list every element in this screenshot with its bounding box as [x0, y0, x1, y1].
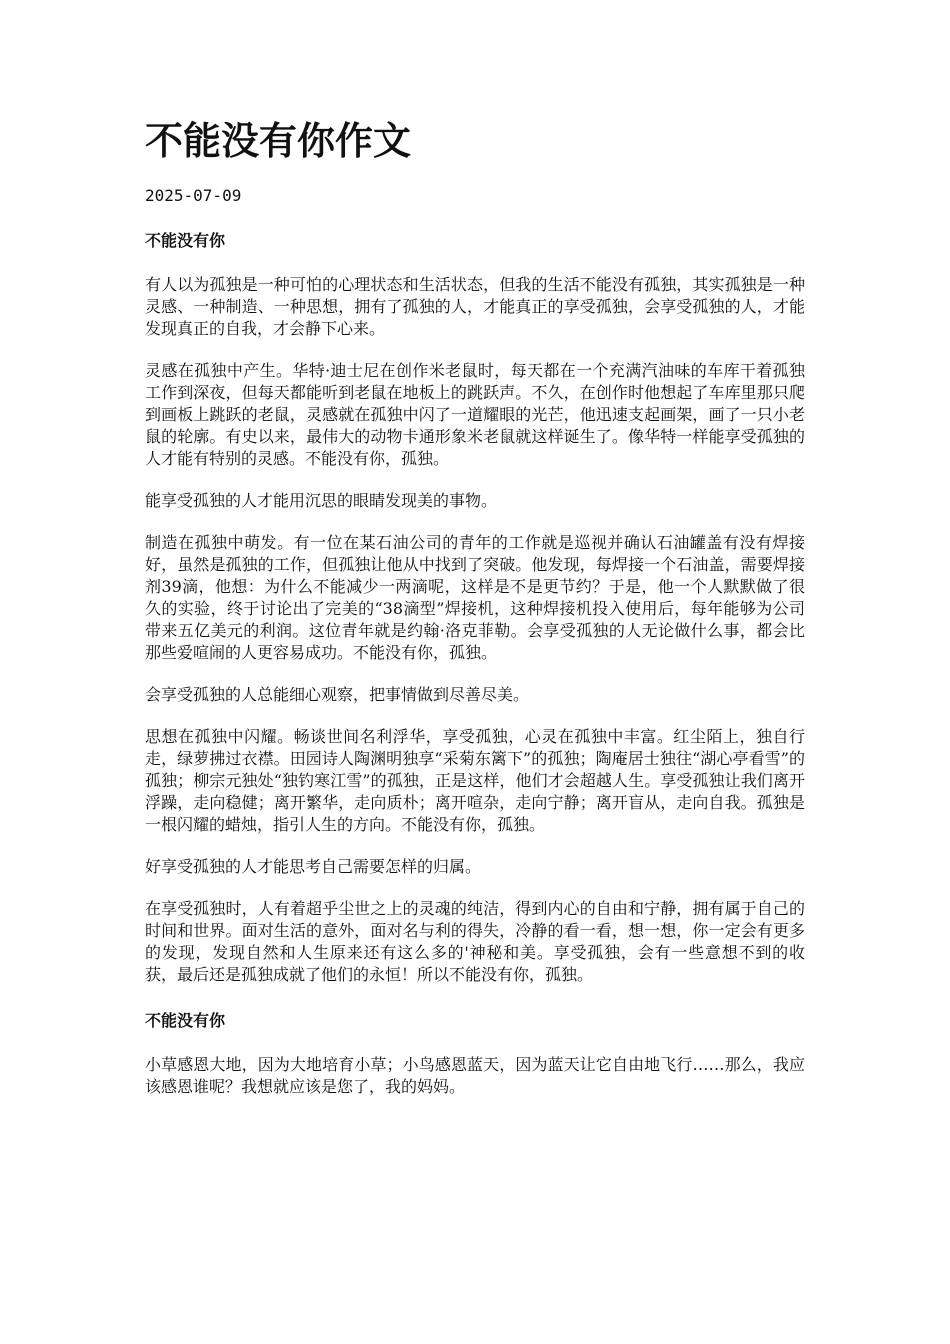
section-heading: 不能没有你 [145, 1011, 226, 1030]
paragraph: 有人以为孤独是一种可怕的心理状态和生活状态，但我的生活不能没有孤独，其实孤独是一种灵感、一种制造、一种思想，拥有了孤独的人，才能真正的享受孤独，会享受孤独的人，才能发现真正的自我，才会静下心来。 [145, 275, 805, 338]
paragraph: 小草感恩大地，因为大地培育小草；小鸟感恩蓝天，因为蓝天让它自由地飞行……那么，我应该感恩谁呢？我想就应该是您了，我的妈妈。 [145, 1055, 805, 1096]
paragraph: 制造在孤独中萌发。有一位在某石油公司的青年的工作就是巡视并确认石油罐盖有没有焊接好，虽然是孤独的工作，但孤独让他从中找到了突破。他发现，每焊接一个石油盖，需要焊接剂39滴，他想：为什么不能减少一两滴呢，这样是不是更节约？于是，他一个人默默做了很久的实验，终于讨论出了完美的“38滴型”焊接机，这种焊接机投入使用后，每年能够为公司带来五亿美元的利润。这位青年就是约翰·洛克菲勒。会享受孤独的人无论做什么事，都会比那些爱喧闹的人更容易成功。不能没有你，孤独。 [145, 533, 805, 662]
paragraph: 会享受孤独的人总能细心观察，把事情做到尽善尽美。 [145, 685, 530, 704]
publish-date: 2025-07-09 [145, 186, 242, 205]
page-title: 不能没有你作文 [145, 119, 412, 163]
paragraph: 思想在孤独中闪耀。畅谈世间名利浮华，享受孤独，心灵在孤独中丰富。红尘陌上，独自行走，绿萝拂过衣襟。田园诗人陶渊明独享“采菊东篱下”的孤独；陶庵居士独往“湖心亭看雪”的孤独；柳宗元独处“独钓寒江雪”的孤独，正是这样，他们才会超越人生。享受孤独让我们离开浮躁，走向稳健；离开繁华，走向质朴；离开喧杂，走向宁静；离开盲从，走向自我。孤独是一根闪耀的蜡烛，指引人生的方向。不能没有你，孤独。 [145, 727, 805, 834]
section-heading: 不能没有你 [145, 231, 226, 250]
article [145, 118, 805, 1098]
paragraph: 在享受孤独时，人有着超乎尘世之上的灵魂的纯洁，得到内心的自由和宁静，拥有属于自己的时间和世界。面对生活的意外，面对名与利的得失，冷静的看一看，想一想，你一定会有更多的发现，发现自然和人生原来还有这么多的'神秘和美。享受孤独，会有一些意想不到的收获，最后还是孤独成就了他们的永恒！所以不能没有你，孤独。 [145, 899, 805, 984]
paragraph: 好享受孤独的人才能思考自己需要怎样的归属。 [145, 857, 482, 876]
paragraph: 灵感在孤独中产生。华特·迪士尼在创作米老鼠时，每天都在一个充满汽油味的车库干着孤独工作到深夜，但每天都能听到老鼠在地板上的跳跃声。不久，在创作时他想起了车库里那只爬到画板上跳跃的老鼠，灵感就在孤独中闪了一道耀眼的光芒，他迅速支起画架，画了一只小老鼠的轮廓。有史以来，最伟大的动物卡通形象米老鼠就这样诞生了。像华特一样能享受孤独的人才能有特别的灵感。不能没有你，孤独。 [145, 361, 805, 468]
paragraph: 能享受孤独的人才能用沉思的眼睛发现美的事物。 [145, 491, 498, 510]
